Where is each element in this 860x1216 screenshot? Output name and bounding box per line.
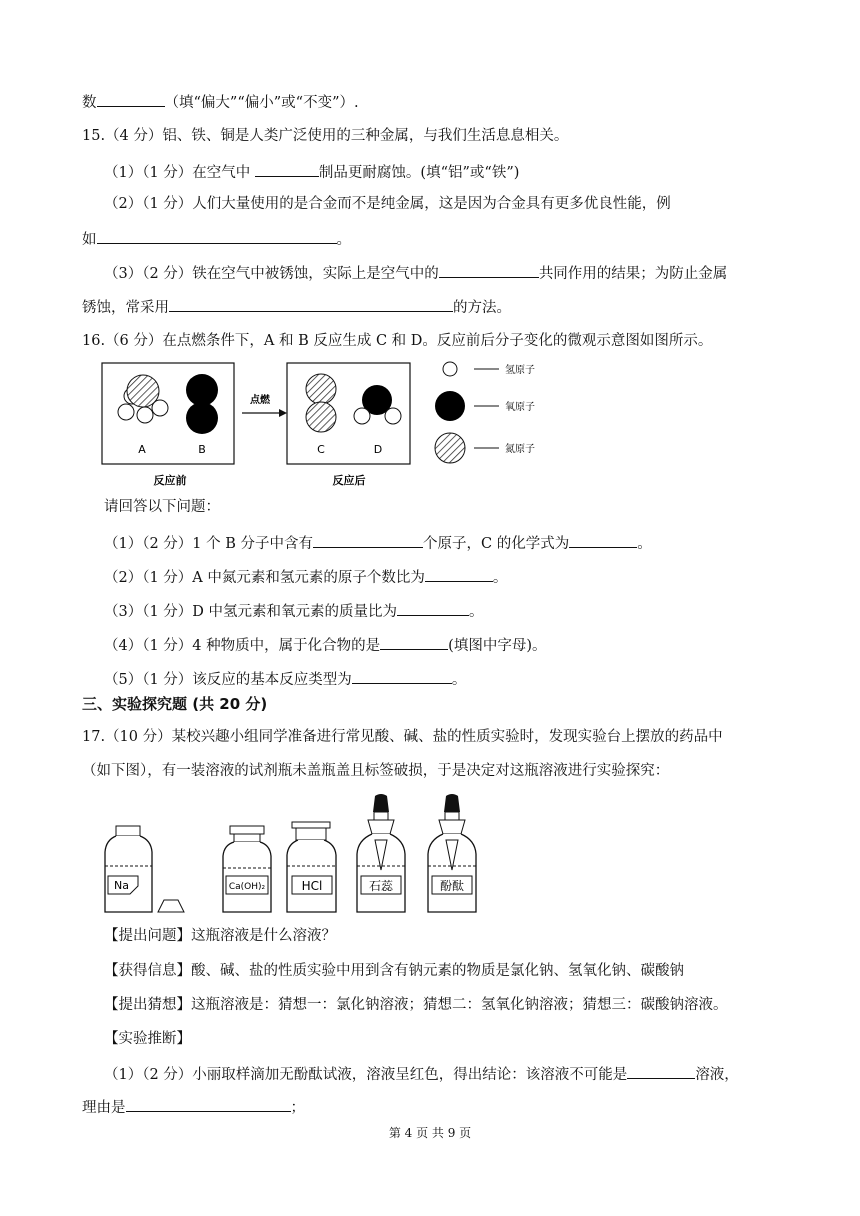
q15-p2-end: 。 <box>336 232 351 248</box>
q17-info <box>104 961 684 981</box>
bottle-label-litmus: 石蕊 <box>368 879 394 893</box>
q16-s2-end: 。 <box>492 570 508 586</box>
after-caption: 反应后 <box>332 474 366 487</box>
q15-part2-cont <box>82 228 351 250</box>
q15-part2: （2）（1 分）人们大量使用的是合金而不是纯金属，这是因为合金具有更多优良性能，例 <box>104 196 671 212</box>
answer-blank[interactable] <box>627 1063 695 1079</box>
q14-prefix: 数 <box>82 95 97 111</box>
answer-blank[interactable] <box>97 91 165 107</box>
arrow-label: 点燃 <box>250 395 270 406</box>
bottle-label-na: Na <box>114 879 129 892</box>
answer-blank[interactable] <box>255 161 319 177</box>
q16-sub5 <box>104 668 466 690</box>
bottle-cap <box>158 900 184 912</box>
q16-s1-text2: 个原子，C 的化学式为 <box>423 536 570 552</box>
q17-question <box>104 926 336 946</box>
q17-stem-1: 17.（10 分）某校兴趣小组同学准备进行常见酸、碱、盐的性质实验时，发现实验台上摆放的药品中 <box>82 729 723 745</box>
legend-oxygen: 氧原子 <box>505 402 535 413</box>
q16-s3-end: 。 <box>469 604 484 620</box>
label-d: D <box>373 443 383 456</box>
q16-prompt: 请回答以下问题： <box>104 499 220 515</box>
q15-part3 <box>104 262 727 284</box>
q17-guess <box>104 995 728 1015</box>
q16-s3-text: （3）（1 分）D 中氢元素和氧元素的质量比为 <box>104 604 398 620</box>
q17-p1-text2: 溶液， <box>695 1067 739 1083</box>
before-caption: 反应前 <box>153 474 187 487</box>
q16-s1-end: 。 <box>637 536 652 552</box>
bottle-label-phenolphthalein: 酚酞 <box>439 879 465 893</box>
q15-p1-text: （1）（1 分）在空气中 <box>104 165 255 181</box>
q17-p1-text: （1）（2 分）小丽取样滴加无酚酞试液，溶液呈红色，得出结论：该溶液不可能是 <box>104 1067 628 1083</box>
q17-p1-text3: 理由是 <box>82 1100 126 1116</box>
q14-tail <box>82 91 359 113</box>
q15-p3-text: （3）（2 分）铁在空气中被锈蚀，实际上是空气中的 <box>104 266 439 282</box>
answer-blank[interactable] <box>425 566 493 582</box>
bottle-label-caoh2: Ca(OH)₂ <box>228 882 266 892</box>
answer-blank[interactable] <box>569 532 637 548</box>
reagent-bottles <box>96 790 496 915</box>
label-question: 【提出问题】 <box>104 928 191 944</box>
label-guess: 【提出猜想】 <box>104 997 191 1013</box>
label-b: B <box>198 443 206 456</box>
q17-part1 <box>104 1063 739 1085</box>
q16-s5-end: 。 <box>451 672 467 688</box>
legend-hydrogen: 氢原子 <box>505 365 535 376</box>
q14-suffix: （填“偏大”“偏小”或“不变”）. <box>164 95 359 111</box>
label-c: C <box>317 443 325 456</box>
molecule-d <box>354 385 401 424</box>
q17-stem-2: （如下图），有一装溶液的试剂瓶未盖瓶盖且标签破损，于是决定对这瓶溶液进行实验探究： <box>82 763 670 779</box>
q16-s4-text: （4）（1 分）4 种物质中，属于化合物的是 <box>104 638 381 654</box>
q16-sub4 <box>104 634 546 656</box>
molecule-b <box>186 374 218 434</box>
answer-blank[interactable] <box>397 600 469 616</box>
molecule-diagram <box>96 356 566 490</box>
q16-sub1 <box>104 532 652 554</box>
bottle-hcl <box>287 822 336 912</box>
bottle-caoh2 <box>223 826 271 912</box>
legend-nitrogen: 氮原子 <box>505 444 535 455</box>
q16-stem: 16.（6 分）在点燃条件下，A 和 B 反应生成 C 和 D。反应前后分子变化的微观示意图如图所示。 <box>82 333 713 349</box>
q16-s4-end: (填图中字母)。 <box>448 638 547 654</box>
bottle-phenolphthalein <box>428 794 476 912</box>
section-heading: 三、实验探究题 (共 20 分) <box>82 695 268 713</box>
q15-p3-text2: 共同作用的结果；为防止金属 <box>538 266 728 282</box>
page-footer: 第 4 页 共 9 页 <box>388 1126 472 1140</box>
q15-p3-text3: 锈蚀，常采用 <box>82 300 169 316</box>
q17-infer: 【实验推断】 <box>104 1031 191 1047</box>
q15-p2-text: 如 <box>82 232 97 248</box>
text-info: 酸、碱、盐的性质实验中用到含有钠元素的物质是氯化钠、氢氧化钠、碳酸钠 <box>191 963 684 979</box>
q16-s5-text: （5）（1 分）该反应的基本反应类型为 <box>104 672 352 688</box>
bottle-litmus <box>357 794 405 912</box>
q15-stem: 15.（4 分）铝、铁、铜是人类广泛使用的三种金属，与我们生活息息相关。 <box>82 128 569 144</box>
q17-p1-end: ； <box>290 1100 305 1116</box>
answer-blank[interactable] <box>352 668 452 684</box>
q15-p1-text2: 制品更耐腐蚀。(填“铝”或“铁”) <box>318 165 520 181</box>
q15-p3-end: 的方法。 <box>453 300 511 316</box>
text-question: 这瓶溶液是什么溶液？ <box>191 928 336 944</box>
bottle-label-hcl: HCl <box>301 879 323 893</box>
label-a: A <box>138 443 146 456</box>
answer-blank[interactable] <box>126 1096 291 1112</box>
q15-part1 <box>104 161 519 183</box>
molecule-a <box>118 375 168 423</box>
legend <box>435 362 535 463</box>
q16-sub2 <box>104 566 507 588</box>
arrow-head <box>279 409 287 417</box>
answer-blank[interactable] <box>380 634 448 650</box>
answer-blank[interactable] <box>439 262 539 278</box>
answer-blank[interactable] <box>169 296 453 312</box>
text-guess: 这瓶溶液是：猜想一：氯化钠溶液；猜想二：氢氧化钠溶液；猜想三：碳酸钠溶液。 <box>191 997 728 1013</box>
q17-part1-cont <box>82 1096 305 1118</box>
q16-sub3 <box>104 600 484 622</box>
bottle-na <box>105 826 184 912</box>
molecule-c <box>306 374 336 432</box>
q15-part3-cont <box>82 296 511 318</box>
label-info: 【获得信息】 <box>104 963 191 979</box>
q16-s2-text: （2）（1 分）A 中氮元素和氢元素的原子个数比为 <box>104 570 425 586</box>
answer-blank[interactable] <box>97 228 337 244</box>
answer-blank[interactable] <box>313 532 423 548</box>
q16-s1-text: （1）（2 分）1 个 B 分子中含有 <box>104 536 314 552</box>
